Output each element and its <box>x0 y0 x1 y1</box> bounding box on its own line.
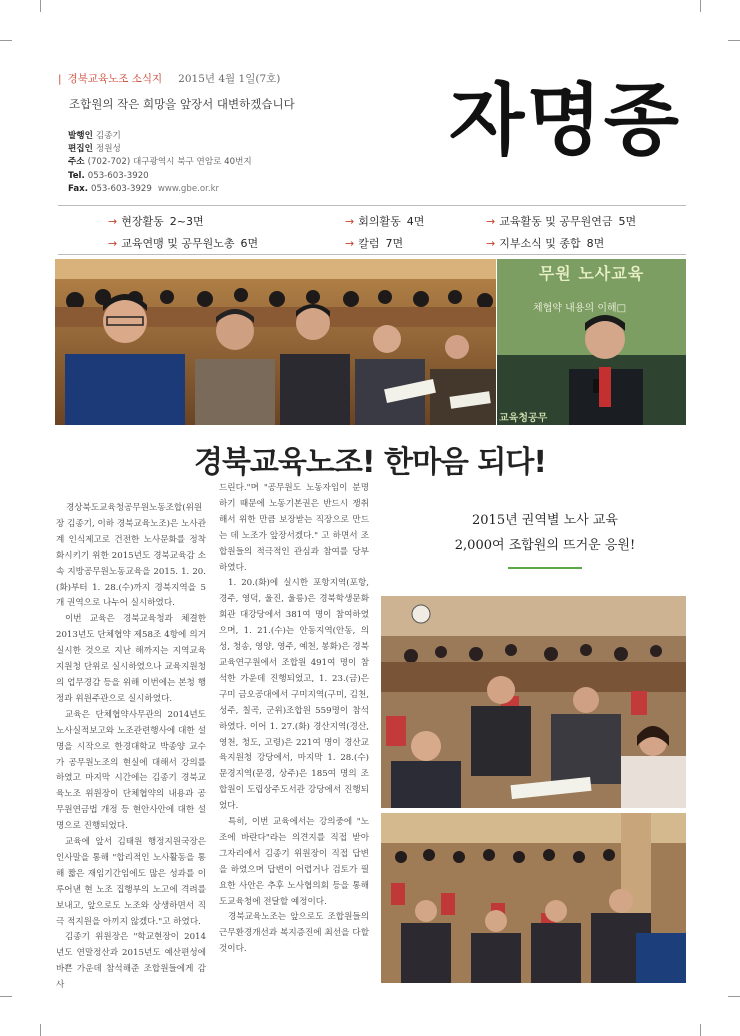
tel-label: Tel. <box>68 170 85 181</box>
index-item[interactable]: → 교육활동 및 공무원연금 5면 <box>486 215 637 228</box>
index-item[interactable]: → 현장활동 2~3면 <box>108 215 204 228</box>
paragraph: 김종기 위원장은 "학교현장이 2014년도 연말정산과 2015년도 예산편성에 바쁜 가운데 참석해준 조합원들에게 감사 <box>56 932 206 991</box>
publisher-label: 발행인 <box>68 131 93 141</box>
fax-label: Fax. <box>68 183 88 194</box>
logo-text: 자명종 <box>448 75 682 166</box>
slogan: 조합원의 작은 희망을 앞장서 대변하겠습니다 <box>69 97 295 111</box>
paragraph: 특히, 이번 교육에서는 강의중에 "노조에 바란다"라는 의견지를 직접 받아 그자리에서 김종기 위원장이 직접 답변을 하였으며 답변이 어렵거나 검토가 필요한 사안은 추후 노사협의회 등을 통해 도교육청에 전달할 예정이다. <box>219 817 369 907</box>
editor: 정원성 <box>95 144 121 155</box>
screen-text-title: 무원 노사교육 <box>538 264 645 283</box>
address: (702-702) 대구광역시 북구 연암로 40번지 <box>87 157 252 168</box>
paragraph: 경북교육노조는 앞으로도 조합원들의 근무환경개선과 복지증진에 최선을 다할 것이다. <box>219 912 369 955</box>
crop-mark <box>728 996 740 997</box>
arrow-right-icon: → <box>486 237 496 250</box>
index-rule-bottom <box>58 254 686 255</box>
seminar-photo-1 <box>381 596 686 808</box>
crop-mark <box>728 40 740 41</box>
subheadline-line1: 2015년 권역별 노사 교육 <box>472 513 618 528</box>
subheadline-line2: 2,000여 조합원의 뜨거운 응원! <box>454 538 636 553</box>
address-label: 주소 <box>68 157 85 168</box>
arrow-right-icon: → <box>108 237 118 250</box>
index-rule-top <box>58 205 686 206</box>
paragraph: 교육에 앞서 김태원 행정지원국장은 인사말을 통해 "합리적인 노사활동을 통해 짧은 재임기간임에도 많은 성과를 이루어낸 현 노조 집행부의 노고에 격려를 보내고, 앞으로도 노조와 상생하면서 직극 적지원을 아끼지 않겠다."고 하였다. <box>56 837 206 927</box>
seminar-photo-2 <box>381 813 686 983</box>
series-name: 경북교육노조 소식지 <box>67 73 163 85</box>
website: www.gbe.or.kr <box>157 183 220 194</box>
crop-mark <box>700 1024 701 1036</box>
newsletter-series: | 경북교육노조 소식지 2015년 4월 1일(7호) <box>58 73 281 85</box>
issue-date: 2015년 4월 1일(7호) <box>178 73 281 85</box>
paragraph: 경상북도교육청공무원노동조합(위원장 김종기, 이하 경북교육노조)은 노사관계 인식제고로 건전한 노사문화를 정착화시키기 위한 2015년도 경북교육감 소속 지방공무원노동교육을 2015. 1. 20.(화)부터 1. 28.(수)까지 경북지역을 5개 권역으로 나누어 실시하였다. <box>56 503 206 609</box>
publication-info <box>68 130 252 196</box>
crop-mark <box>700 0 701 12</box>
speaker-photo <box>497 259 686 425</box>
arrow-right-icon: → <box>345 237 355 250</box>
subheadline-underline <box>508 567 582 569</box>
publisher: 김종기 <box>95 131 121 141</box>
index-item[interactable]: → 교육연맹 및 공무원노총 6면 <box>108 237 259 250</box>
index-item[interactable]: → 회의활동 4면 <box>345 215 425 228</box>
newsletter-logo <box>440 52 690 182</box>
fax: 053-603-3929 <box>90 183 152 194</box>
editor-label: 편집인 <box>68 144 93 155</box>
paragraph: 드린다."며 "공무원도 노동자임이 분명하기 때문에 노동기본권은 반드시 쟁취해서 위한 만큼 보장받는 직장으로 만드는 데 노조가 앞장서겠다." 고 하면서 조합원들의 적극적인 관심과 참여를 당부하였다. <box>219 483 369 573</box>
article-column-2 <box>219 481 369 991</box>
crop-mark <box>0 40 12 41</box>
tel: 053-603-3920 <box>87 170 149 181</box>
headline: 경북교육노조! 한마음 되다! <box>193 445 547 480</box>
audience-photo <box>55 259 496 425</box>
crop-mark <box>40 1024 41 1036</box>
crop-mark <box>40 0 41 12</box>
paragraph: 1. 20.(화)에 실시한 포항지역(포항, 경주, 영덕, 울진, 울릉)은 경북학생문화회관 대강당에서 381여 명이 참여하였으며, 1. 21.(수)는 안동지역(안동, 의성, 청송, 영양, 영주, 예천, 봉화)은 경북교육연구원에서 조합원 491여 명이 참석한 가운데 진행되었고, 1. 23.(금)은 구미 금오공대에서 구미지역(구미, 김천, 성주, 칠곡, 군위)조합원 559명이 참석하였다. 이어 1. 27.(화) 경산지역(경산, 영천, 청도, 고령)은 221여 명이 경산교육지원청 강당에서, 마지막 1. 28.(수) 문경지역(문경, 상주)은 185여 명의 조합원이 도립상주도서관 강당에서 진행되었다. <box>219 578 369 812</box>
paragraph: 이번 교육은 경북교육청과 체결한 2013년도 단체협약 제58조 4항에 의거 실시한 것으로 지난 해까지는 지역교육지원청 단위로 실시하였으나 교육지원청의 업무경감 등을 위해 이번에는 본청 행정과 위원주관으로 실시하였다. <box>56 614 206 704</box>
crop-mark <box>0 996 12 997</box>
index-item[interactable]: → 칼럼 7면 <box>345 237 404 250</box>
screen-text-subtitle: 체협약 내용의 이해□ <box>533 303 627 314</box>
arrow-right-icon: → <box>108 215 118 228</box>
article-column-1 <box>56 501 206 991</box>
screen-text-footer: 교육청공무 <box>499 413 548 424</box>
arrow-right-icon: → <box>345 215 355 228</box>
index-item[interactable]: → 지부소식 및 종합 8면 <box>486 237 605 250</box>
paragraph: 교육은 단체협약사무관의 2014년도 노사실적보고와 노조관련행사에 대한 설명을 시작으로 한경대학교 박종양 교수가 공무원노조의 현실에 대해서 강의를 하였고 마지막 시간에는 김종기 경북교육노조 위원장이 단체협약의 내용과 공무원연금법 개정 등 현안사안에 대한 설명으로 진행되었다. <box>56 709 206 832</box>
arrow-right-icon: → <box>486 215 496 228</box>
